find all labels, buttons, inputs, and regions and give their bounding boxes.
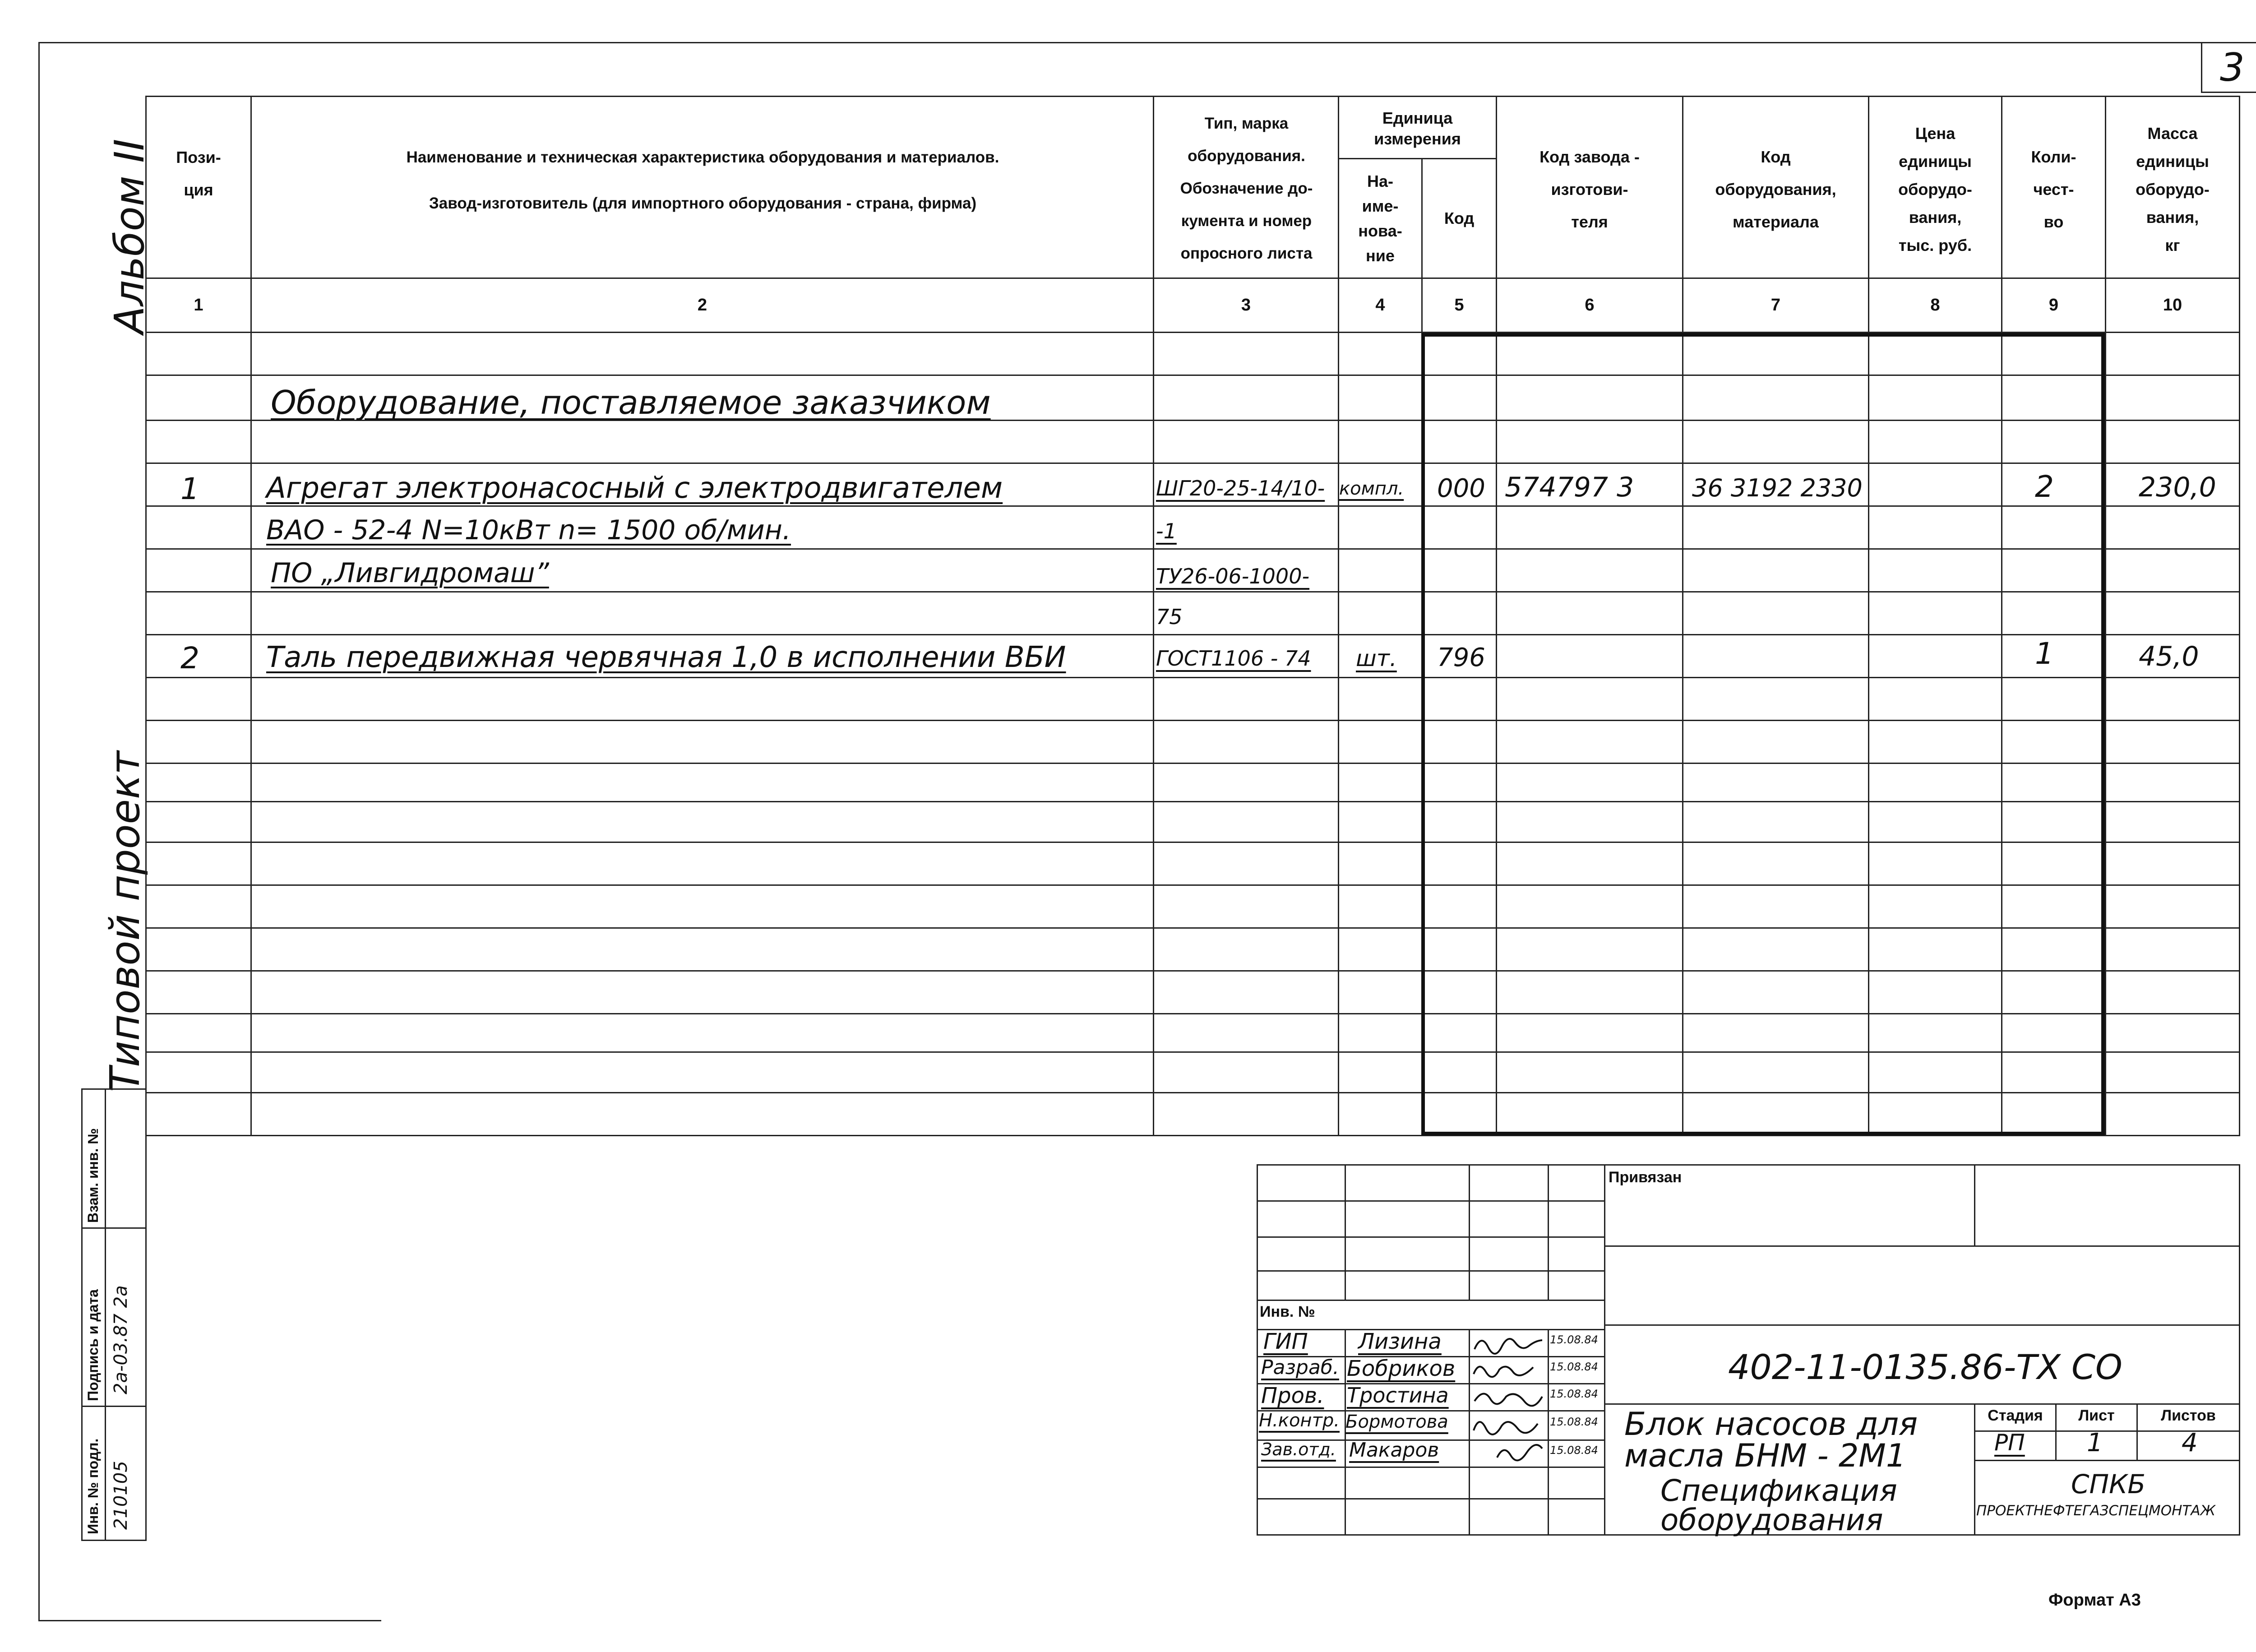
item-type-line: ГОСТ1106 - 74 (1156, 646, 1311, 671)
header-quantity: Коли- чест- во (2031, 148, 2076, 231)
col-number-8: 8 (1930, 296, 1940, 315)
item-type-line: ТУ26-06-1000- (1156, 564, 1310, 588)
signer-role: Пров. (1261, 1383, 1324, 1408)
sheets-label: Листов (2161, 1407, 2216, 1424)
sheet-number: 3 (2220, 45, 2245, 90)
col-number-6: 6 (1585, 296, 1595, 315)
signer-role: Зав.отд. (1261, 1439, 1336, 1459)
code-block-outline (1421, 333, 2105, 1135)
inv-no-value: 210105 (111, 1461, 131, 1530)
item-position: 1 (180, 472, 199, 506)
drawing-title-line: Спецификация (1660, 1473, 1897, 1508)
header-equip-code: Код оборудования, материала (1715, 148, 1836, 231)
album-label: Альбом II (106, 139, 153, 334)
sign-date-value: 2а-03.87 2а (111, 1285, 131, 1394)
sign-date-label: Подпись и дата (85, 1289, 101, 1401)
item-unit-code: 000 (1437, 474, 1485, 503)
item-type-line: -1 (1156, 519, 1177, 543)
project-type-label: Типовой проект (102, 751, 149, 1092)
signer-name: Бобриков (1347, 1356, 1456, 1381)
signer-role: Н.контр. (1259, 1410, 1340, 1431)
item-name-line: Таль передвижная червячная 1,0 в исполнении ВБИ (266, 641, 1066, 674)
header-mass: Масса единицы оборудо- вания, кг (2136, 124, 2210, 255)
header-unit-name: На- име- нова- ние (1358, 172, 1402, 265)
header-plant-code: Код завода - изготови- теля (1539, 148, 1640, 231)
item-mass: 230,0 (2139, 472, 2216, 503)
signer-role: ГИП (1263, 1329, 1308, 1354)
organization-name: СПКБ (2071, 1469, 2146, 1499)
item-quantity: 1 (2035, 636, 2054, 671)
sheets-value: 4 (2182, 1428, 2198, 1458)
drawing-title-line: оборудования (1660, 1503, 1883, 1537)
signer-name: Макаров (1349, 1439, 1439, 1462)
col-number-9: 9 (2048, 296, 2059, 315)
item-type-line: 75 (1156, 605, 1183, 629)
item-position: 2 (180, 641, 199, 676)
item-quantity: 2 (2035, 469, 2054, 504)
item-unit: компл. (1339, 478, 1404, 499)
item-unit: шт. (1356, 645, 1397, 671)
col-number-5: 5 (1454, 296, 1464, 315)
col-number-10: 10 (2163, 296, 2182, 315)
item-plant-code: 574797 3 (1505, 472, 1634, 503)
inv-orig-label: Инв. № подл. (85, 1438, 101, 1534)
organization-full-name: ПРОЕКТНЕФТЕГАЗСПЕЦМОНТАЖ (1976, 1503, 2215, 1519)
stage-value: РП (1994, 1430, 2025, 1456)
header-position: Пози- ция (176, 148, 221, 199)
stamp-inv-no-label: Инв. № (1260, 1303, 1315, 1320)
signer-role: Разраб. (1261, 1356, 1339, 1379)
section-title: Оборудование, поставляемое заказчиком (271, 384, 991, 421)
signer-date: 15.08.84 (1550, 1444, 1598, 1457)
col-number-2: 2 (697, 296, 707, 315)
item-type-line: ШГ20-25-14/10- (1156, 476, 1325, 500)
signer-date: 15.08.84 (1550, 1416, 1598, 1428)
format-label: Формат А3 (2048, 1591, 2141, 1610)
sheet-label: Лист (2078, 1407, 2115, 1424)
signer-date: 15.08.84 (1550, 1388, 1598, 1400)
col-number-3: 3 (1241, 296, 1251, 315)
signatures-drawing (1470, 1329, 1547, 1467)
signer-name: Бормотова (1345, 1411, 1448, 1432)
item-mass: 45,0 (2139, 641, 2199, 672)
replace-inv-label: Взам. инв. № (85, 1128, 101, 1223)
drawing-title-line: Блок насосов для (1624, 1406, 1918, 1443)
sheet-value: 1 (2087, 1428, 2103, 1458)
item-name-line: Агрегат электронасосный с электродвигателем (266, 472, 1003, 505)
document-code: 402-11-0135.86-ТХ СО (1728, 1347, 2122, 1387)
header-unit-code: Код (1444, 209, 1475, 227)
col-number-7: 7 (1771, 296, 1781, 315)
privyazan-label: Привязан (1609, 1169, 1682, 1186)
header-name: Наименование и техническая характеристика оборудования и материалов. Завод-изготовитель (для импортного оборудования - страна, фирма) (406, 148, 999, 212)
drawing-title-line: масла БНМ - 2М1 (1624, 1437, 1906, 1474)
header-price: Цена единицы оборудо- вания, тыс. руб. (1898, 124, 1972, 255)
stage-label: Стадия (1988, 1407, 2043, 1424)
col-number-4: 4 (1375, 296, 1385, 315)
item-unit-code: 796 (1437, 643, 1485, 672)
item-name-line: ВАО - 52-4 N=10кВт n= 1500 об/мин. (266, 514, 791, 546)
signer-date: 15.08.84 (1550, 1333, 1598, 1346)
item-equip-code: 36 3192 2330 (1692, 474, 1863, 502)
signer-name: Тростина (1347, 1383, 1449, 1407)
header-unit-group: Единица измерения (1374, 108, 1461, 148)
col-number-1: 1 (194, 296, 203, 315)
item-name-line: ПО „Ливгидромаш” (271, 557, 549, 589)
header-type: Тип, марка оборудования. Обозначение до- кумента и номер опросного листа (1180, 114, 1313, 262)
signer-name: Лизина (1358, 1329, 1442, 1354)
signer-date: 15.08.84 (1550, 1360, 1598, 1373)
